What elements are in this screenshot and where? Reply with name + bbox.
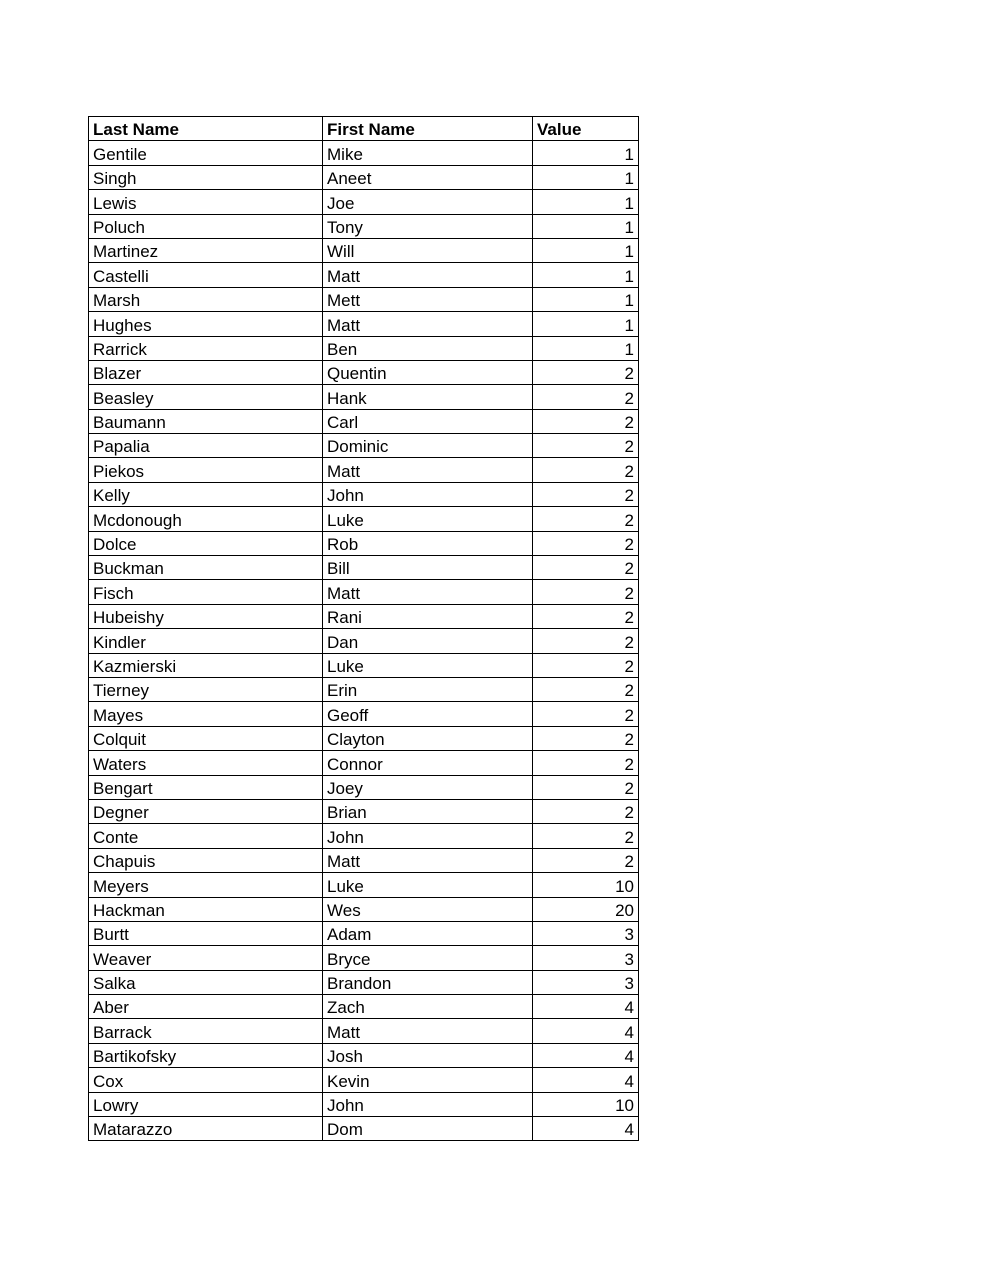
table-row (89, 1068, 639, 1092)
cell-value: 4 (533, 1019, 639, 1043)
cell-first-name: Kevin (323, 1068, 533, 1092)
names-value-table (88, 116, 639, 1141)
cell-last-name: Hackman (89, 897, 323, 921)
table-row (89, 824, 639, 848)
table-row (89, 531, 639, 555)
table-row (89, 507, 639, 531)
cell-first-name: Bill (323, 556, 533, 580)
cell-last-name: Martinez (89, 238, 323, 262)
cell-first-name: Hank (323, 385, 533, 409)
cell-value: 2 (533, 653, 639, 677)
cell-last-name: Salka (89, 970, 323, 994)
cell-value: 2 (533, 434, 639, 458)
cell-first-name: Josh (323, 1043, 533, 1067)
cell-last-name: Gentile (89, 141, 323, 165)
table-row (89, 263, 639, 287)
cell-last-name: Conte (89, 824, 323, 848)
cell-value: 3 (533, 921, 639, 945)
cell-last-name: Hughes (89, 312, 323, 336)
cell-value: 1 (533, 263, 639, 287)
cell-last-name: Bartikofsky (89, 1043, 323, 1067)
cell-value: 2 (533, 409, 639, 433)
cell-first-name: Bryce (323, 946, 533, 970)
table-row (89, 360, 639, 384)
cell-value: 2 (533, 385, 639, 409)
table-row (89, 336, 639, 360)
table-row (89, 165, 639, 189)
cell-first-name: Matt (323, 263, 533, 287)
cell-first-name: Matt (323, 580, 533, 604)
cell-last-name: Fisch (89, 580, 323, 604)
cell-first-name: Wes (323, 897, 533, 921)
cell-value: 10 (533, 1092, 639, 1116)
header-row (89, 117, 639, 141)
cell-last-name: Bengart (89, 775, 323, 799)
cell-last-name: Kelly (89, 482, 323, 506)
cell-last-name: Matarazzo (89, 1117, 323, 1141)
cell-value: 1 (533, 312, 639, 336)
table-row (89, 775, 639, 799)
header-value: Value (533, 117, 639, 141)
cell-value: 4 (533, 995, 639, 1019)
cell-first-name: John (323, 482, 533, 506)
table-row (89, 995, 639, 1019)
cell-first-name: Joe (323, 190, 533, 214)
cell-first-name: Quentin (323, 360, 533, 384)
cell-last-name: Singh (89, 165, 323, 189)
cell-last-name: Buckman (89, 556, 323, 580)
header-first-name: First Name (323, 117, 533, 141)
table-row (89, 409, 639, 433)
cell-last-name: Hubeishy (89, 604, 323, 628)
cell-value: 2 (533, 360, 639, 384)
table-row (89, 653, 639, 677)
cell-value: 1 (533, 165, 639, 189)
cell-first-name: Matt (323, 1019, 533, 1043)
table-row (89, 799, 639, 823)
cell-first-name: Tony (323, 214, 533, 238)
cell-first-name: Luke (323, 873, 533, 897)
cell-first-name: Carl (323, 409, 533, 433)
cell-last-name: Lewis (89, 190, 323, 214)
cell-value: 4 (533, 1068, 639, 1092)
table-row (89, 604, 639, 628)
table-row (89, 1019, 639, 1043)
cell-first-name: Matt (323, 312, 533, 336)
cell-last-name: Waters (89, 751, 323, 775)
cell-value: 1 (533, 190, 639, 214)
cell-first-name: Geoff (323, 702, 533, 726)
cell-last-name: Papalia (89, 434, 323, 458)
cell-last-name: Marsh (89, 287, 323, 311)
cell-value: 2 (533, 799, 639, 823)
cell-value: 2 (533, 677, 639, 701)
cell-value: 3 (533, 946, 639, 970)
cell-value: 2 (533, 507, 639, 531)
cell-last-name: Kazmierski (89, 653, 323, 677)
table-row (89, 458, 639, 482)
table-row (89, 921, 639, 945)
table-row (89, 312, 639, 336)
cell-value: 2 (533, 604, 639, 628)
cell-value: 2 (533, 848, 639, 872)
cell-value: 1 (533, 336, 639, 360)
cell-last-name: Meyers (89, 873, 323, 897)
cell-value: 2 (533, 751, 639, 775)
cell-first-name: Mike (323, 141, 533, 165)
cell-first-name: Luke (323, 507, 533, 531)
table-row (89, 873, 639, 897)
cell-first-name: Rani (323, 604, 533, 628)
cell-first-name: Mett (323, 287, 533, 311)
table-row (89, 751, 639, 775)
cell-first-name: Will (323, 238, 533, 262)
table-row (89, 434, 639, 458)
cell-last-name: Dolce (89, 531, 323, 555)
cell-first-name: Connor (323, 751, 533, 775)
cell-value: 1 (533, 214, 639, 238)
cell-first-name: Joey (323, 775, 533, 799)
cell-value: 4 (533, 1043, 639, 1067)
cell-first-name: Adam (323, 921, 533, 945)
table-row (89, 556, 639, 580)
cell-last-name: Burtt (89, 921, 323, 945)
cell-last-name: Tierney (89, 677, 323, 701)
table-row (89, 238, 639, 262)
cell-value: 3 (533, 970, 639, 994)
cell-value: 4 (533, 1117, 639, 1141)
cell-value: 10 (533, 873, 639, 897)
cell-first-name: Aneet (323, 165, 533, 189)
cell-last-name: Cox (89, 1068, 323, 1092)
cell-first-name: Dom (323, 1117, 533, 1141)
cell-first-name: Luke (323, 653, 533, 677)
table-row (89, 726, 639, 750)
cell-value: 20 (533, 897, 639, 921)
cell-value: 2 (533, 482, 639, 506)
cell-first-name: John (323, 1092, 533, 1116)
table-row (89, 1092, 639, 1116)
table-row (89, 702, 639, 726)
cell-last-name: Blazer (89, 360, 323, 384)
cell-last-name: Barrack (89, 1019, 323, 1043)
table-row (89, 287, 639, 311)
table-body (89, 141, 639, 1141)
cell-last-name: Mcdonough (89, 507, 323, 531)
cell-value: 2 (533, 458, 639, 482)
table-row (89, 385, 639, 409)
cell-first-name: Zach (323, 995, 533, 1019)
cell-first-name: Matt (323, 458, 533, 482)
cell-value: 2 (533, 824, 639, 848)
table-row (89, 629, 639, 653)
table-row (89, 970, 639, 994)
cell-last-name: Mayes (89, 702, 323, 726)
table-row (89, 677, 639, 701)
cell-first-name: Matt (323, 848, 533, 872)
cell-value: 1 (533, 238, 639, 262)
cell-first-name: Brian (323, 799, 533, 823)
cell-last-name: Beasley (89, 385, 323, 409)
cell-first-name: Brandon (323, 970, 533, 994)
cell-value: 2 (533, 580, 639, 604)
cell-value: 1 (533, 287, 639, 311)
cell-last-name: Colquit (89, 726, 323, 750)
cell-last-name: Castelli (89, 263, 323, 287)
table-row (89, 946, 639, 970)
cell-last-name: Degner (89, 799, 323, 823)
cell-last-name: Chapuis (89, 848, 323, 872)
cell-last-name: Weaver (89, 946, 323, 970)
cell-first-name: Ben (323, 336, 533, 360)
cell-last-name: Baumann (89, 409, 323, 433)
cell-value: 2 (533, 531, 639, 555)
cell-last-name: Piekos (89, 458, 323, 482)
cell-value: 2 (533, 629, 639, 653)
cell-first-name: John (323, 824, 533, 848)
cell-value: 2 (533, 556, 639, 580)
cell-value: 2 (533, 726, 639, 750)
table-row (89, 190, 639, 214)
cell-last-name: Lowry (89, 1092, 323, 1116)
table-row (89, 1117, 639, 1141)
cell-last-name: Aber (89, 995, 323, 1019)
table-row (89, 1043, 639, 1067)
table-row (89, 580, 639, 604)
cell-last-name: Rarrick (89, 336, 323, 360)
table-row (89, 848, 639, 872)
cell-value: 2 (533, 775, 639, 799)
cell-value: 2 (533, 702, 639, 726)
table-row (89, 897, 639, 921)
table-row (89, 214, 639, 238)
table-row (89, 482, 639, 506)
cell-first-name: Rob (323, 531, 533, 555)
header-last-name: Last Name (89, 117, 323, 141)
cell-first-name: Dominic (323, 434, 533, 458)
cell-first-name: Dan (323, 629, 533, 653)
cell-value: 1 (533, 141, 639, 165)
table-row (89, 141, 639, 165)
cell-first-name: Clayton (323, 726, 533, 750)
cell-first-name: Erin (323, 677, 533, 701)
cell-last-name: Kindler (89, 629, 323, 653)
cell-last-name: Poluch (89, 214, 323, 238)
